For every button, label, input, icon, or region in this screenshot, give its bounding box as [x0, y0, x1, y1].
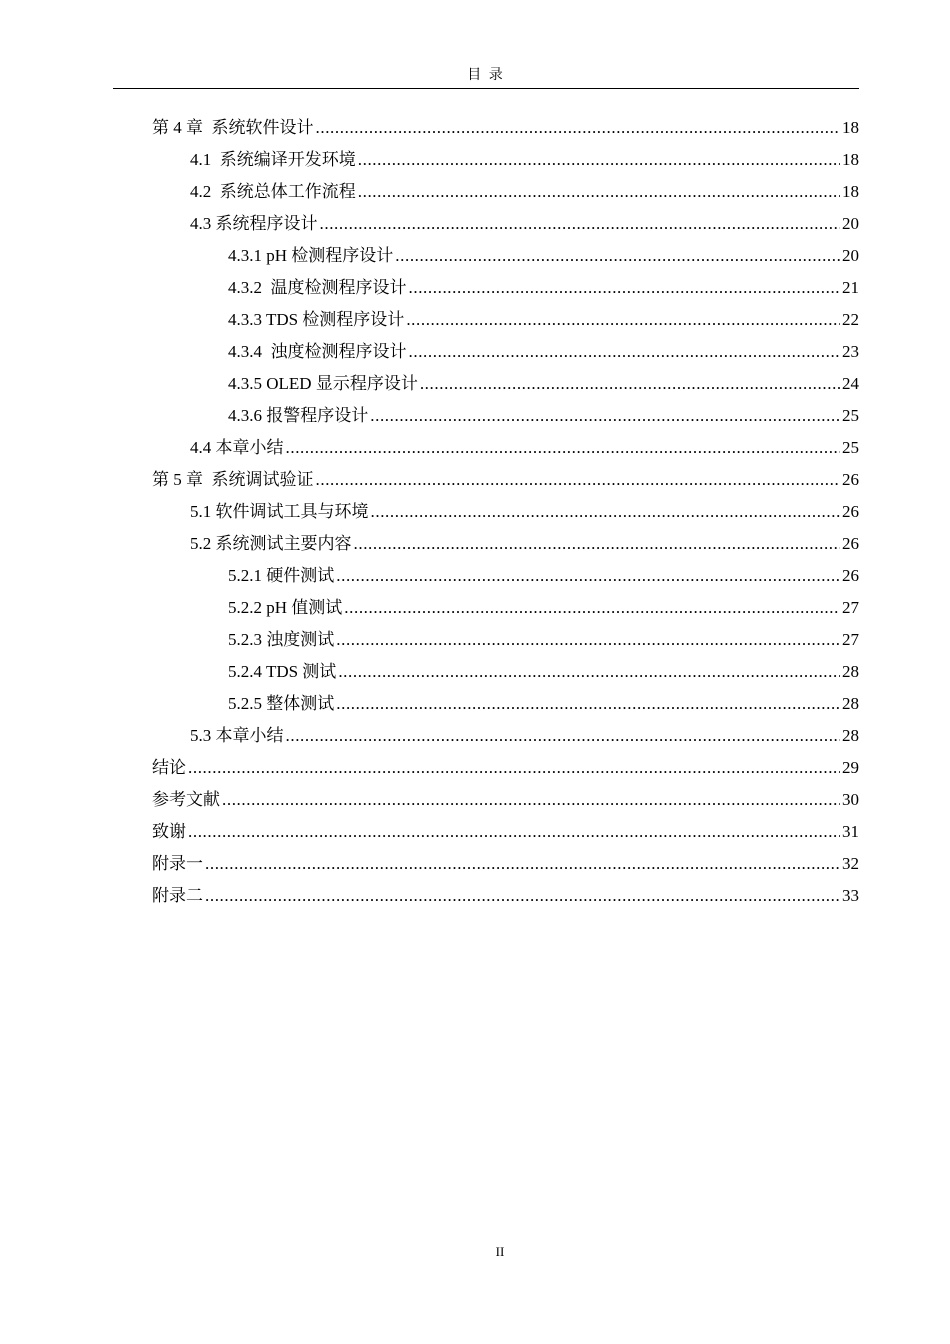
toc-entry[interactable] [152, 852, 859, 876]
toc-entry-page: 20 [842, 246, 859, 265]
toc-dot-leader [336, 692, 840, 716]
toc-entry-page: 28 [842, 662, 859, 681]
toc-entry-title: 5.2 系统测试主要内容 [190, 534, 352, 553]
toc-dot-leader [320, 212, 841, 236]
toc-dot-leader [358, 180, 840, 204]
toc-entry-page: 23 [842, 342, 859, 361]
toc-entry-page: 31 [842, 822, 859, 841]
toc-entry[interactable] [228, 692, 859, 716]
toc-entry-title: 4.3.3 TDS 检测程序设计 [228, 310, 405, 329]
toc-entry-title: 4.2 系统总体工作流程 [190, 182, 356, 201]
toc-entry-title: 5.1 软件调试工具与环境 [190, 502, 369, 521]
toc-entry[interactable] [228, 596, 859, 620]
toc-entry-title: 4.3.2 温度检测程序设计 [228, 278, 407, 297]
header-divider [113, 88, 859, 89]
toc-entry[interactable] [152, 116, 859, 140]
toc-entry-title: 4.3.4 浊度检测程序设计 [228, 342, 407, 361]
toc-dot-leader [338, 660, 840, 684]
toc-entry-page: 33 [842, 886, 859, 905]
toc-entry-title: 4.3.1 pH 检测程序设计 [228, 246, 394, 265]
toc-entry-page: 29 [842, 758, 859, 777]
toc-entry-title: 参考文献 [152, 790, 220, 809]
toc-entry-page: 27 [842, 630, 859, 649]
toc-entry[interactable] [228, 276, 859, 300]
toc-entry-title: 5.2.3 浊度测试 [228, 630, 335, 649]
toc-entry-page: 25 [842, 438, 859, 457]
toc-entry-page: 26 [842, 566, 859, 585]
toc-entry-title: 5.2.2 pH 值测试 [228, 598, 343, 617]
toc-dot-leader [286, 724, 841, 748]
toc-entry-page: 28 [842, 726, 859, 745]
toc-entry[interactable] [152, 788, 859, 812]
toc-entry-title: 第 4 章 系统软件设计 [152, 118, 314, 137]
toc-entry-title: 4.3.6 报警程序设计 [228, 406, 369, 425]
toc-entry[interactable] [228, 340, 859, 364]
toc-dot-leader [222, 788, 840, 812]
toc-entry-page: 26 [842, 470, 859, 489]
toc-entry-page: 22 [842, 310, 859, 329]
toc-entry[interactable] [228, 660, 859, 684]
toc-entry-page: 18 [842, 118, 859, 137]
toc-entry-title: 5.3 本章小结 [190, 726, 284, 745]
toc-entry-page: 20 [842, 214, 859, 233]
toc-entry-page: 28 [842, 694, 859, 713]
toc-entry-title: 4.1 系统编译开发环境 [190, 150, 356, 169]
toc-dot-leader [406, 308, 840, 332]
toc-dot-leader [286, 436, 841, 460]
toc-entry-title: 附录一 [152, 854, 203, 873]
toc-dot-leader [409, 340, 841, 364]
toc-entry-title: 5.2.1 硬件测试 [228, 566, 335, 585]
toc-entry-page: 24 [842, 374, 859, 393]
toc-entry[interactable] [190, 180, 859, 204]
toc-entry-page: 25 [842, 406, 859, 425]
toc-entry-title: 附录二 [152, 886, 203, 905]
toc-entry[interactable] [152, 884, 859, 908]
toc-entry[interactable] [228, 628, 859, 652]
toc-entry[interactable] [190, 212, 859, 236]
toc-dot-leader [205, 884, 840, 908]
toc-dot-leader [316, 116, 841, 140]
toc-dot-leader [336, 564, 840, 588]
toc-entry-page: 18 [842, 150, 859, 169]
toc-dot-leader [409, 276, 841, 300]
toc-dot-leader [354, 532, 841, 556]
toc-entry[interactable] [152, 820, 859, 844]
toc-dot-leader [205, 852, 840, 876]
toc-dot-leader [316, 468, 841, 492]
toc-dot-leader [420, 372, 840, 396]
toc-entry-title: 4.3.5 OLED 显示程序设计 [228, 374, 418, 393]
toc-dot-leader [371, 500, 841, 524]
toc-entry[interactable] [190, 724, 859, 748]
toc-dot-leader [395, 244, 840, 268]
toc-entry-title: 致谢 [152, 822, 186, 841]
toc-entry-title: 4.4 本章小结 [190, 438, 284, 457]
toc-entry[interactable] [152, 756, 859, 780]
toc-entry-page: 30 [842, 790, 859, 809]
toc-dot-leader [188, 756, 840, 780]
toc-entry-page: 26 [842, 534, 859, 553]
toc-entry-page: 27 [842, 598, 859, 617]
toc-entry-title: 5.2.4 TDS 测试 [228, 662, 337, 681]
toc-dot-leader [344, 596, 840, 620]
toc-entry[interactable] [228, 308, 859, 332]
toc-entry-page: 21 [842, 278, 859, 297]
toc-entry-page: 18 [842, 182, 859, 201]
toc-entry[interactable] [228, 564, 859, 588]
toc-entry-title: 4.3 系统程序设计 [190, 214, 318, 233]
toc-entry[interactable] [228, 244, 859, 268]
toc-entry-title: 5.2.5 整体测试 [228, 694, 335, 713]
page-number: II [495, 1244, 505, 1259]
toc-entry[interactable] [228, 372, 859, 396]
toc-dot-leader [358, 148, 840, 172]
toc-entry[interactable] [190, 532, 859, 556]
page-header-title: 目 录 [467, 68, 505, 83]
toc-entry-page: 26 [842, 502, 859, 521]
toc-entry[interactable] [190, 148, 859, 172]
toc-entry-page: 32 [842, 854, 859, 873]
toc-entry[interactable] [152, 468, 859, 492]
toc-entry-title: 结论 [152, 758, 186, 777]
toc-dot-leader [336, 628, 840, 652]
toc-entry[interactable] [190, 436, 859, 460]
toc-dot-leader [370, 404, 840, 428]
toc-dot-leader [188, 820, 840, 844]
toc-entry-title: 第 5 章 系统调试验证 [152, 470, 314, 489]
toc-entry[interactable] [228, 404, 859, 428]
toc-entry[interactable] [190, 500, 859, 524]
